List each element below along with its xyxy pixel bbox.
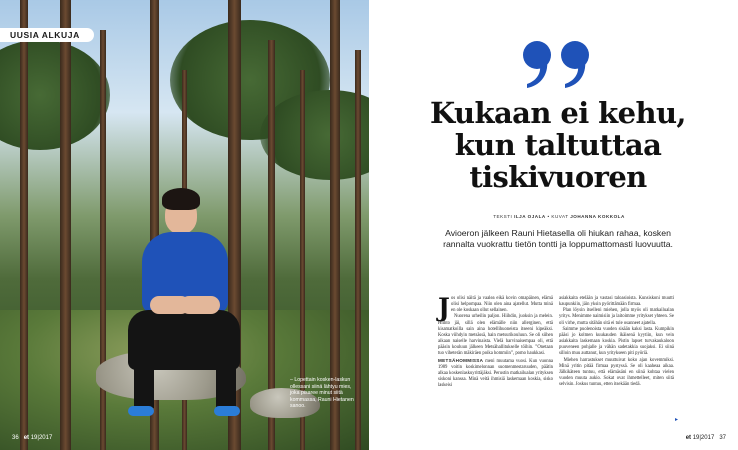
hair (162, 188, 200, 210)
portrait-subject (120, 188, 250, 428)
page-number: 36 (12, 435, 19, 441)
pine-trunk (355, 50, 361, 450)
issue-number: 19|2017 (30, 435, 53, 441)
photo-author: JOHANNA KOKKOLA (570, 214, 625, 219)
body-paragraph: Miehen harrastukset muuttuivat koko ajan kovemmiksi. Minä yritin pitää firmaa pystyssä. Se oli kaaheaa aikaa. Jälkikäteen tuntuu, että elämäsäni en siinä kohtaa vielen vuoden muuta aukio. Sokat ovat ihmettelleet, miten siitä selvisin. Joskus tuntuu, etten itsekään tiedä. (559, 357, 674, 388)
shoe (214, 406, 240, 416)
pine-trunk (60, 0, 71, 450)
magazine-logo: et (685, 435, 692, 441)
drop-cap: J (438, 293, 450, 322)
tree-canopy (0, 40, 110, 150)
body-column-1 (438, 293, 554, 389)
subheading: METSÄHOMMISSA (438, 357, 484, 363)
shoe (128, 406, 154, 416)
photo-label: KUVAT (551, 214, 569, 219)
body-paragraph: os olisi näitä ja vaalea eikä kovin omapäinen, elämä olisi helpompaa. Niin olen aina ajatellut. Mutta minä en ole koskaan ollut sellainen. (451, 296, 553, 314)
text-label: TEKSTI (493, 214, 513, 219)
leg (216, 358, 236, 408)
folio-right (686, 435, 726, 441)
article-headline: Kukaan ei kehu, kun taltuttaa tiskivuoren (430, 96, 686, 194)
leg (134, 358, 154, 408)
body-paragraph: Saimme puolenoista vuoden sisään kaksi lasta. Kumpikin pääsi jo kolmen kuukauden ikäisenä kyytiin, kun vein asiakkaita laskemaan koskia. Pistin lapset turvakaukaloon puuveneen pohjalle ja vähän sadetakkia suojaksi. Ei siinä silloin muu auttanut, kun yritykseen piti pyöriä. (559, 326, 674, 357)
text-author: ILJA OJALA (514, 214, 546, 219)
pine-trunk (20, 0, 28, 450)
folio-left (12, 435, 52, 441)
body-paragraph: Nuorena urheilin paljon. Hiihdin, juoksin ja melein. Hiihto jäi, sillä olen elämälle niin allerginen, että kisamatkoilla sain aina hotellihuoneista itseeni kipeäksi. Koska viihdyin metsässä, hain metsurikouluun. Se oli siihen aikaan naiselle harvinaista. Vielä harvinaisempaa oli, että pääsin kouluun jälkeen Metsähallitukselle töihin. ”Onetaan tuo viheterän mäkiräen poika hommiin”, pomo haukkasi. (438, 314, 554, 357)
byline: TEKSTI ILJA OJALA • KUVAT JOHANNA KOKKOLA (493, 214, 625, 219)
magazine-logo: et (23, 435, 30, 441)
arm (180, 296, 220, 314)
section-label: UUSIA ALKUJA (0, 28, 94, 42)
body-column-2 (559, 296, 674, 388)
issue-number: 19|2017 (692, 435, 715, 441)
body-paragraph: Plan löysin itselleni miehen, jolla myös oli matkailualan yritys. Menimme naimisiin ja laitoimme yritykset yhteen. Se oli virhe, mutta sitähän sitä ei tule osanneet ajatella. (559, 308, 675, 326)
continue-arrow-icon: ▸ (675, 417, 679, 423)
body-paragraph: meni muutama vuosi. Kun vuonna 1989 voitin koskimelonnan suomenmestaruuden, päätin alkaa koskenlaskuyrittäjäksi. Perustin matkailualan yrityksen siskoni kanssa. Minä veitä ihmisiä laskemaan koskia, sisko laskeisi (438, 358, 553, 389)
article-page (369, 0, 738, 450)
quote-mark-icon (521, 40, 593, 88)
body-paragraph: asiakkaita etelään ja vastasi taloasioista. Kunsiskoni muutti kaupunkiin, jäin yksin pyörittämään firmaa. (559, 296, 674, 308)
photo-caption: – Lopettain kosken-laskun ollessani siinä lähtyu mies, joka pisaree minut siitä kommassa, Rauni Hietanen sanoo. (290, 377, 354, 410)
lead-paragraph: Avioeron jälkeen Rauni Hietasella oli hiukan rahaa, kosken rannalta vuokrattu tietön tontti ja loppumattomasti luovuutta. (443, 228, 673, 250)
page-number: 37 (719, 435, 726, 441)
